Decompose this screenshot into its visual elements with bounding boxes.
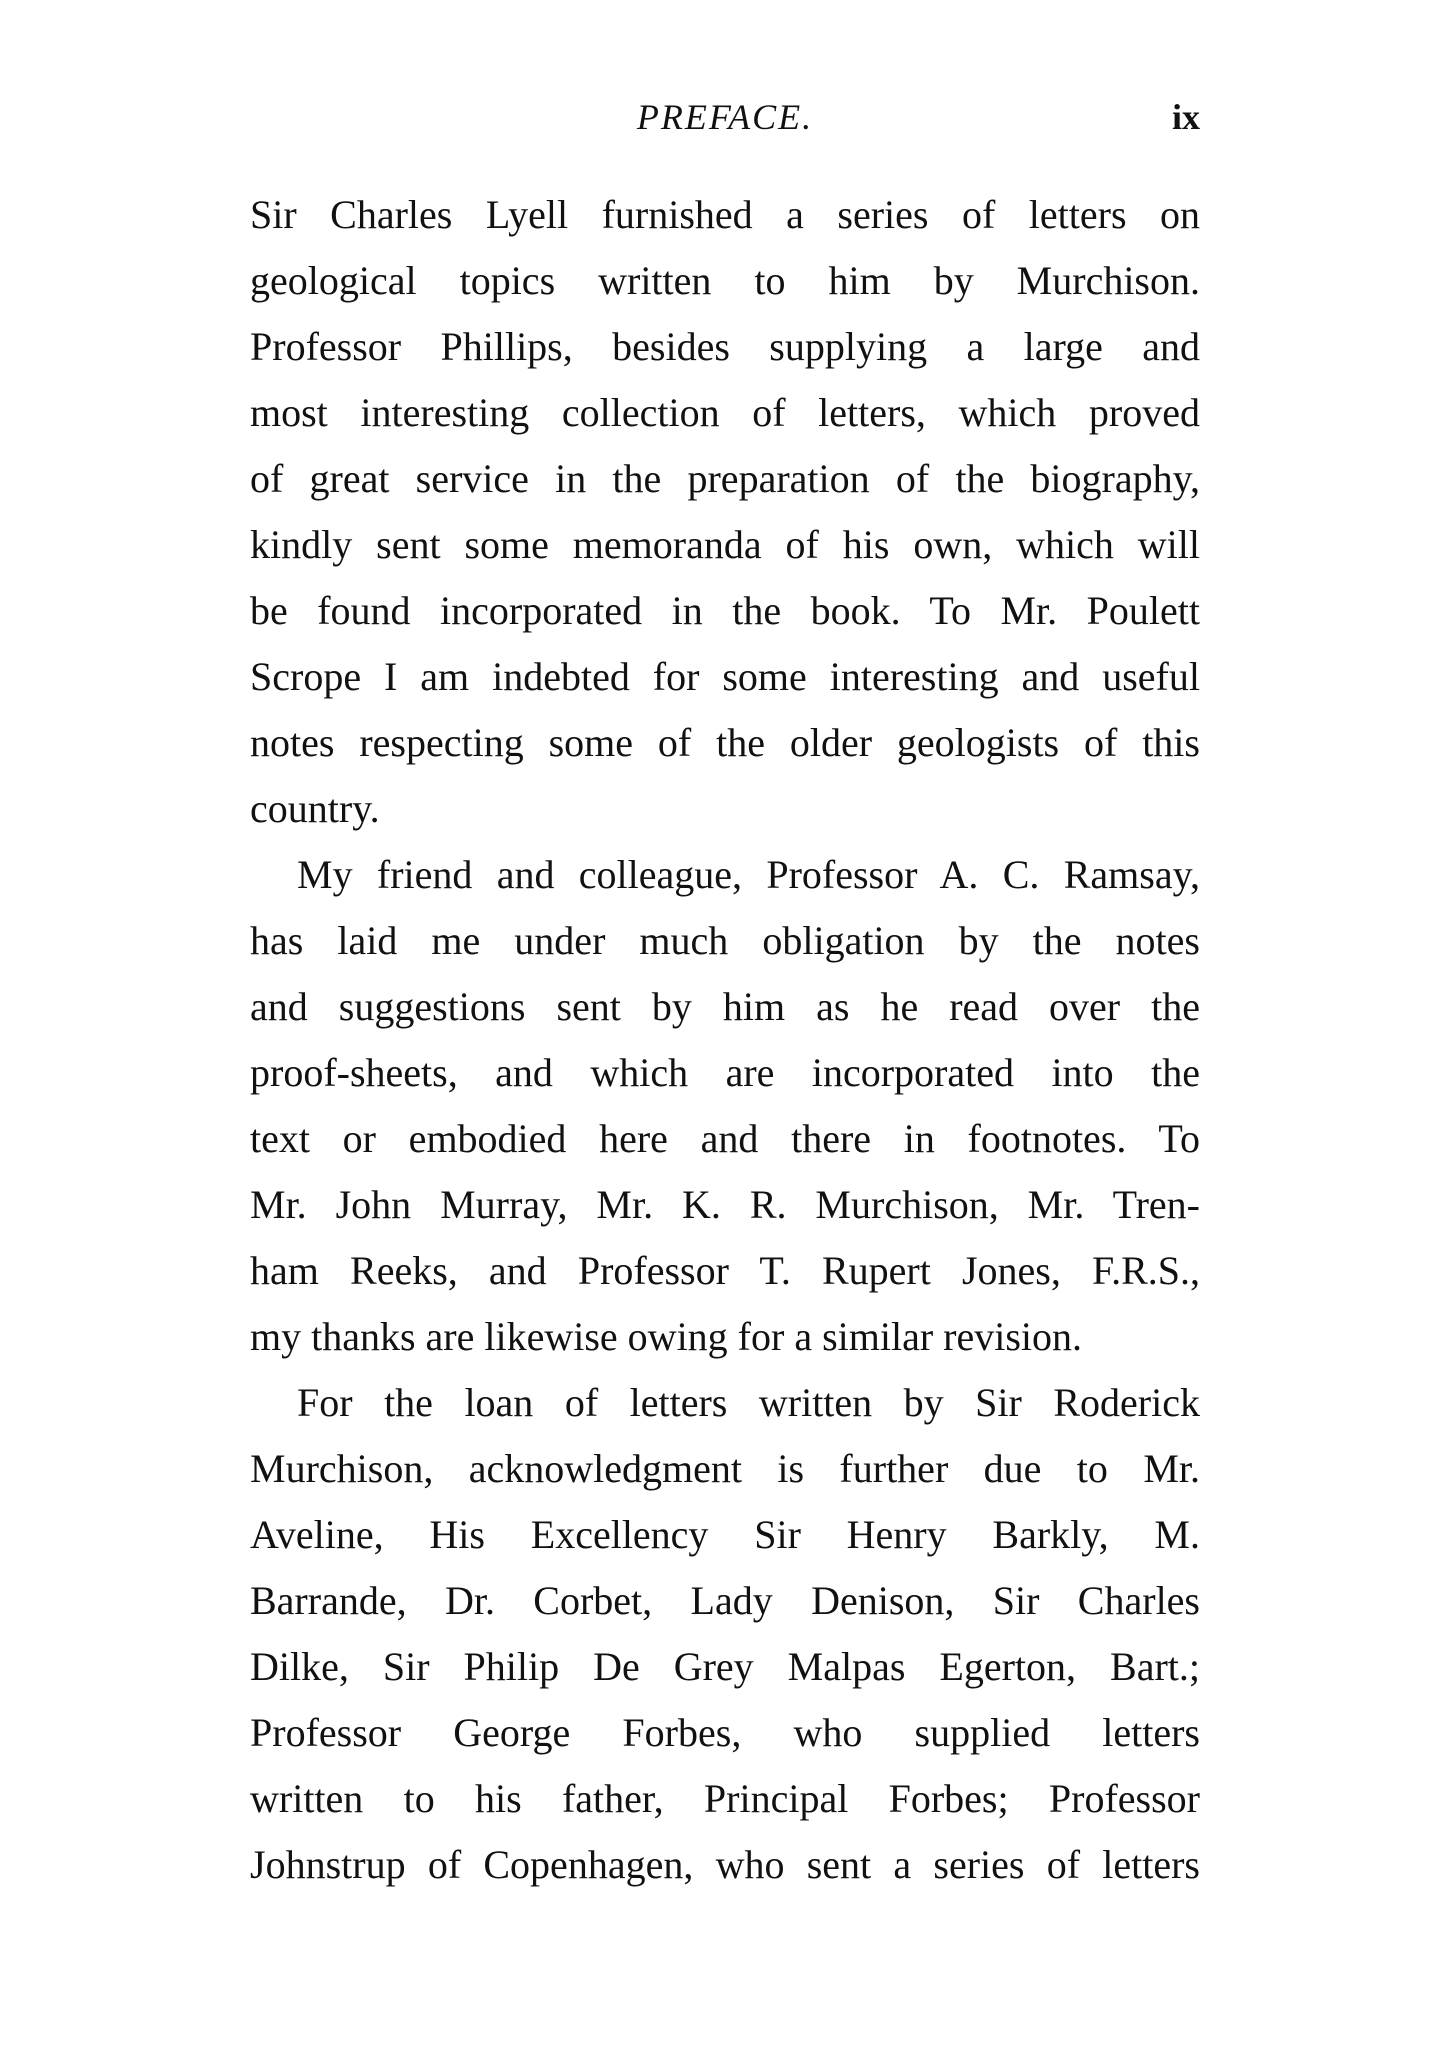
text-line: most interesting collection of letters, which proved <box>250 390 1200 435</box>
page-number: ix <box>1171 97 1200 137</box>
text-line: my thanks are likewise owing for a similar revision. <box>250 1314 1083 1359</box>
text-line: Scrope I am indebted for some interesting and useful <box>250 654 1200 699</box>
paragraph <box>250 1370 1200 1898</box>
text-line: Professor Phillips, besides supplying a large and <box>250 324 1200 369</box>
text-line: notes respecting some of the older geologists of this <box>250 720 1200 765</box>
text-line: Barrande, Dr. Corbet, Lady Denison, Sir Charles <box>250 1578 1200 1623</box>
text-line: and suggestions sent by him as he read over the <box>250 984 1200 1029</box>
paragraph <box>250 182 1200 842</box>
text-line: kindly sent some memoranda of his own, which will <box>250 522 1200 567</box>
text-line: Dilke, Sir Philip De Grey Malpas Egerton, Bart.; <box>250 1644 1200 1689</box>
text-line: Mr. John Murray, Mr. K. R. Murchison, Mr. Tren- <box>250 1182 1200 1227</box>
text-line: My friend and colleague, Professor A. C. Ramsay, <box>297 852 1200 897</box>
text-line: Johnstrup of Copenhagen, who sent a series of letters <box>250 1842 1200 1887</box>
text-line: proof-sheets, and which are incorporated into the <box>250 1050 1200 1095</box>
text-line: be found incorporated in the book. To Mr. Poulett <box>250 588 1200 633</box>
paragraph <box>250 842 1200 1370</box>
text-line: geological topics written to him by Murchison. <box>250 258 1200 303</box>
text-line: written to his father, Principal Forbes; Professor <box>250 1776 1200 1821</box>
running-head <box>250 96 1200 146</box>
text-line: text or embodied here and there in footnotes. To <box>250 1116 1200 1161</box>
text-line: For the loan of letters written by Sir Roderick <box>297 1380 1200 1425</box>
text-line: has laid me under much obligation by the notes <box>250 918 1200 963</box>
text-line: Sir Charles Lyell furnished a series of letters on <box>250 192 1200 237</box>
body-text <box>250 182 1200 1898</box>
text-line: Murchison, acknowledgment is further due to Mr. <box>250 1446 1200 1491</box>
text-line: country. <box>250 786 380 831</box>
text-line: ham Reeks, and Professor T. Rupert Jones, F.R.S., <box>250 1248 1200 1293</box>
running-title: PREFACE. <box>636 97 814 137</box>
text-line: Aveline, His Excellency Sir Henry Barkly, M. <box>250 1512 1200 1557</box>
text-line: Professor George Forbes, who supplied letters <box>250 1710 1200 1755</box>
text-line: of great service in the preparation of the biography, <box>250 456 1200 501</box>
